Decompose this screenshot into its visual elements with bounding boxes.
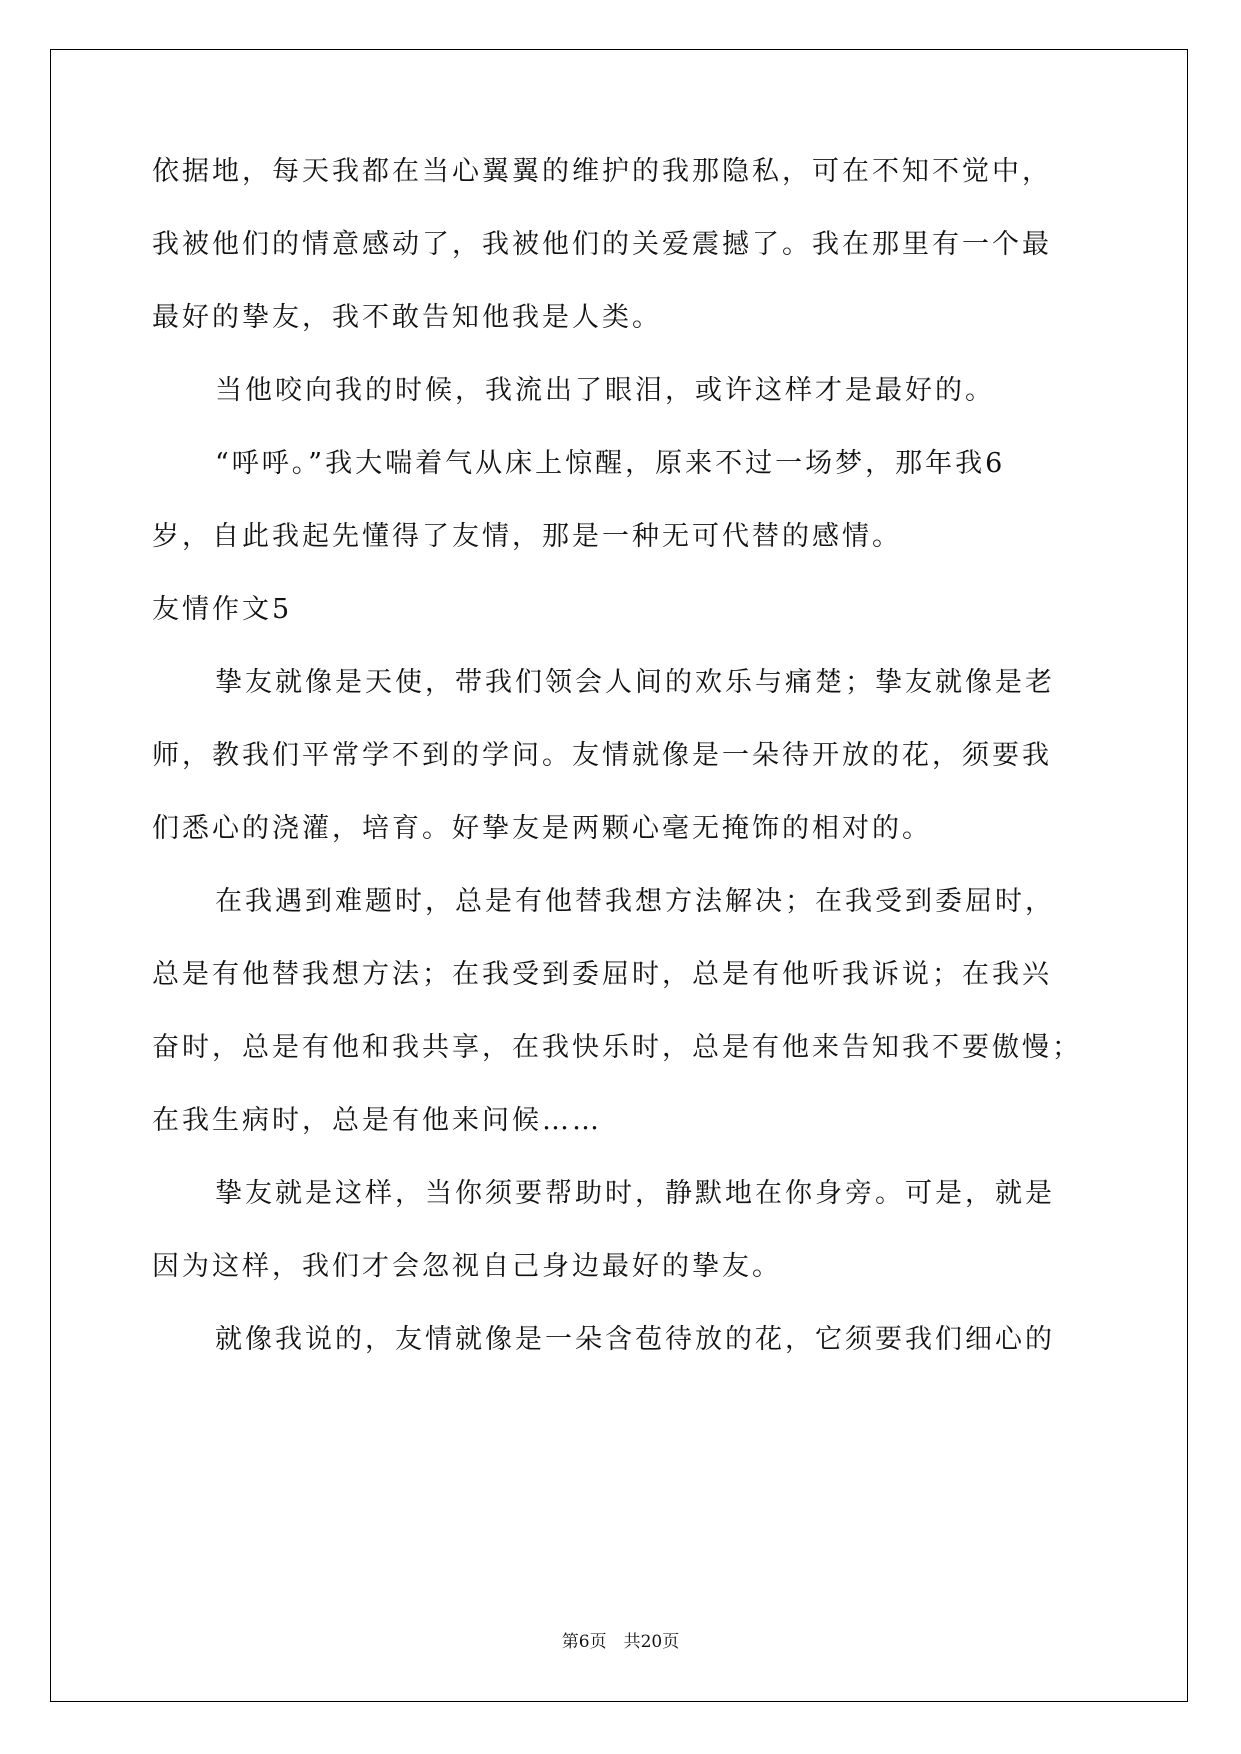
text-line: 挚友就像是天使，带我们领会人间的欢乐与痛楚；挚友就像是老 — [215, 667, 1055, 698]
text-line: 当他咬向我的时候，我流出了眼泪，或许这样才是最好的。 — [215, 375, 995, 406]
text-line: 们悉心的浇灌，培育。好挚友是两颗心毫无掩饰的相对的。 — [152, 813, 932, 844]
text-line: 因为这样，我们才会忽视自己身边最好的挚友。 — [152, 1251, 782, 1282]
text-line: 我被他们的情意感动了，我被他们的关爱震撼了。我在那里有一个最 — [152, 229, 1052, 260]
section-heading: 友情作文5 — [152, 594, 293, 625]
page-border — [50, 49, 1188, 1702]
text-line: 岁，自此我起先懂得了友情，那是一种无可代替的感情。 — [152, 521, 902, 552]
text-line: 奋时，总是有他和我共享，在我快乐时，总是有他来告知我不要傲慢； — [152, 1032, 1082, 1063]
text-line: 师，教我们平常学不到的学问。友情就像是一朵待开放的花，须要我 — [152, 740, 1052, 771]
text-line: 挚友就是这样，当你须要帮助时，静默地在你身旁。可是，就是 — [215, 1178, 1055, 1209]
text-line: 总是有他替我想方法；在我受到委屈时，总是有他听我诉说；在我兴 — [152, 959, 1052, 990]
text-line: 就像我说的，友情就像是一朵含苞待放的花，它须要我们细心的 — [215, 1324, 1055, 1355]
text-line: 最好的挚友，我不敢告知他我是人类。 — [152, 302, 662, 333]
text-line: 在我遇到难题时，总是有他替我想方法解决；在我受到委屈时， — [215, 886, 1055, 917]
text-line: “呼呼。”我大喘着气从床上惊醒，原来不过一场梦，那年我6 — [215, 448, 1006, 479]
text-line: 在我生病时，总是有他来问候…… — [152, 1105, 602, 1136]
text-line: 依据地，每天我都在当心翼翼的维护的我那隐私，可在不知不觉中， — [152, 156, 1052, 187]
page-number-footer: 第6页 共20页 — [561, 1632, 680, 1652]
